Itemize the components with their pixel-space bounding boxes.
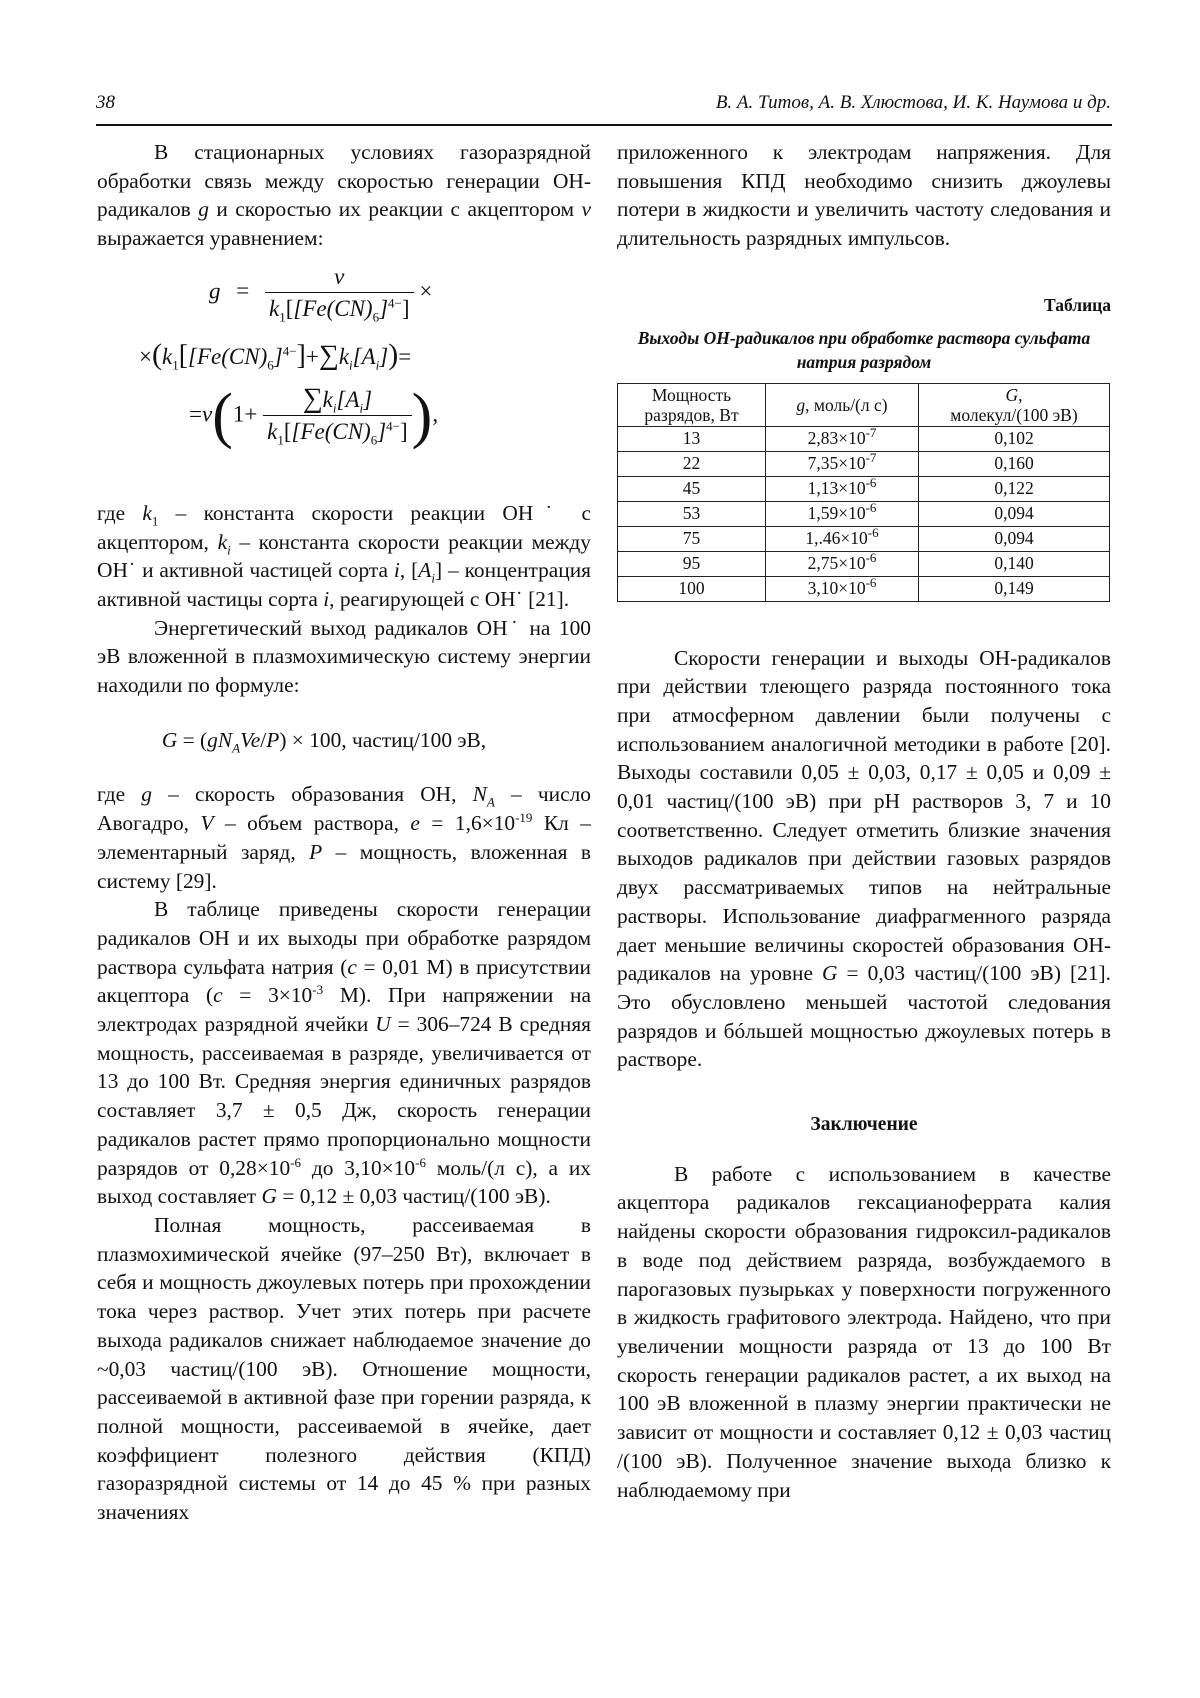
- right-column: [617, 138, 1111, 1504]
- cell-g: $1,.46\times 10^{-6}$: [766, 526, 919, 551]
- cell-g: $2,83\times 10^{-7}$: [766, 426, 919, 451]
- page-number: 38: [96, 92, 115, 113]
- section-heading-conclusion: Заключение: [810, 1114, 918, 1136]
- paragraph-efficiency: приложенного к электродам напряжения. Для повышения КПД необходимо снизить джоулевы потери в жидкости и увеличить частоту следования и длительность разрядных импульсов.: [617, 140, 1111, 251]
- table-row: [618, 576, 1110, 601]
- cell-g: $3,10\times 10^{-6}$: [766, 576, 919, 601]
- paragraph-variables: где g – скорость образования ОН, $N_A$ – число Авогадро, V – объем раствора, $e = 1,6\times 10^{-19}$ Кл – элементарный заряд, P – мощность, вложенная в систему [29].: [97, 782, 591, 893]
- cell-power: 13: [618, 426, 766, 451]
- header-power: Мощность разрядов, Вт: [618, 383, 766, 426]
- oh-yield-table: [617, 383, 1110, 602]
- table-row: [618, 551, 1110, 576]
- cell-G: 0,122: [919, 476, 1110, 501]
- paragraph-definitions: где $k_1$ – константа скорости реакции ОН˙ с акцептором, $k_i$ – константа скорости реакции между ОН˙ и активной частицей сорта i, $[A_i]$ – концентрация активной частицы сорта i, реагирующей с ОН˙ [21].: [97, 500, 591, 611]
- cell-power: 22: [618, 451, 766, 476]
- table-header-row: [618, 383, 1110, 426]
- paragraph-energy-yield: Энергетический выход радикалов ОН˙ на 100 эВ вложенной в плазмохимическую систему энергии находили по формуле:: [97, 615, 591, 698]
- table-row: [618, 426, 1110, 451]
- cell-power: 100: [618, 576, 766, 601]
- table-caption: Выходы ОН-радикалов при обработке раствора сульфата натрия разрядом: [637, 327, 1091, 372]
- spacer: [617, 602, 1111, 644]
- table-row: [618, 501, 1110, 526]
- running-header-authors: В. А. Титов, А. В. Хлюстова, И. К. Наумова и др.: [715, 92, 1111, 113]
- paragraph-intro: В стационарных условиях газоразрядной обработки связь между скоростью генерации ОН-радикалов g и скоростью их реакции с акцептором v выражается уравнением:: [97, 140, 592, 251]
- cell-G: 0,094: [919, 526, 1110, 551]
- paragraph-conclusion: В работе с использованием в качестве акцептора радикалов гексацианоферрата калия найдены скорости образования гидроксил-радикалов в воде под действием разряда, возбуждаемого в парогазовых пузырьках у поверхности погруженного в жидкость графитового электрода. Найдено, что при увеличении мощности разряда от 13 до 100 Вт скорость генерации радикалов растет, а их выход на 100 эВ вложенной в плазму энергии практически не зависит от мощности и составляет 0,12 ± 0,03 частиц /(100 эВ). Полученное значение выхода близко к наблюдаемому при: [617, 1161, 1111, 1502]
- equation-energy-yield: $G = (gN_AVe/P) \times 100$, частиц/100 эВ,: [161, 727, 487, 756]
- paragraph-table-discussion: В таблице приведены скорости генерации радикалов ОН и их выходы при обработке разрядом раствора сульфата натрия (c = 0,01 М) в присутствии акцептора ($c = 3\times 10^{-3}$ М). При напряжении на электродах разрядной ячейки U = 306–724 В средняя мощность, рассеиваемая в разряде, увеличивается от 13 до 100 Вт. Средняя энергия единичных разрядов составляет 3,7 ± 0,5 Дж, скорость генерации радикалов растет прямо пропорционально мощности разрядов от $0,28\times 10^{-6}$ до $3,10\times 10^{-6}$ моль/(л с), а их выход составляет G = 0,12 ± 0,03 частиц/(100 эВ).: [97, 897, 591, 1209]
- cell-g: $1,59\times 10^{-6}$: [766, 501, 919, 526]
- cell-G: 0,160: [919, 451, 1110, 476]
- paragraph-comparison: Скорости генерации и выходы ОН-радикалов при действии тлеющего разряда постоянного тока при атмосферном давлении были получены с использованием аналогичной методики в работе [20]. Выходы составили 0,05 ± 0,03, 0,17 ± 0,05 и 0,09 ± 0,01 частиц/(100 эВ) при pH растворов 3, 7 и 10 соответственно. Следует отметить близкие значения выходов радикалов при действии газовых разрядов двух рассматриваемых типов на нейтральные растворы. Использование диафрагменного разряда дает меньшие величины скоростей образования ОН-радикалов на уровне G = 0,03 частиц/(100 эВ) [21]. Это обусловлено меньшей частотой следования разрядов и бóльшей мощностью джоулевых потерь в растворе.: [617, 645, 1111, 1072]
- table-row: [618, 526, 1110, 551]
- cell-power: 75: [618, 526, 766, 551]
- equation-generation-rate: g = $\frac{v}{k_1[[Fe(CN)_6]^{4-}]}$ × $\times(k_1[[Fe(CN)_6]^{4-}]+\sum k_i[A_i])=$ =v(1+ $\frac{\sum k_i[A_i]}{k_1[[Fe(CN)_6]^{4-}]}$ ),: [139, 263, 439, 450]
- cell-g: $2,75\times 10^{-6}$: [766, 551, 919, 576]
- header-G-yield: G, молекул/(100 эВ): [919, 383, 1110, 426]
- header-g-rate: g, моль/(л с): [766, 383, 919, 426]
- running-header: [96, 92, 1111, 122]
- paragraph-total-power: Полная мощность, рассеиваемая в плазмохимической ячейке (97–250 Вт), включает в себя и мощность джоулевых потерь при прохождении тока через раствор. Учет этих потерь при расчете выхода радикалов снижает наблюдаемое значение до ~0,03 частиц/(100 эВ). Отношение мощности, рассеиваемой в активной фазе при горении разряда, к полной мощности, рассеиваемой в ячейке, дает коэффициент полезного действия (КПД) газоразрядной системы от 14 до 45 % при разных значениях: [97, 1212, 591, 1525]
- table-row: [618, 476, 1110, 501]
- cell-g: $1,13\times 10^{-6}$: [766, 476, 919, 501]
- cell-G: 0,140: [919, 551, 1110, 576]
- cell-G: 0,094: [919, 501, 1110, 526]
- cell-power: 45: [618, 476, 766, 501]
- table-row: [618, 451, 1110, 476]
- left-column: [97, 138, 591, 1527]
- header-divider: [96, 124, 1112, 126]
- table-label: Таблица: [1043, 294, 1111, 315]
- cell-G: 0,102: [919, 426, 1110, 451]
- cell-power: 53: [618, 501, 766, 526]
- cell-G: 0,149: [919, 576, 1110, 601]
- cell-power: 95: [618, 551, 766, 576]
- cell-g: $7,35\times 10^{-7}$: [766, 451, 919, 476]
